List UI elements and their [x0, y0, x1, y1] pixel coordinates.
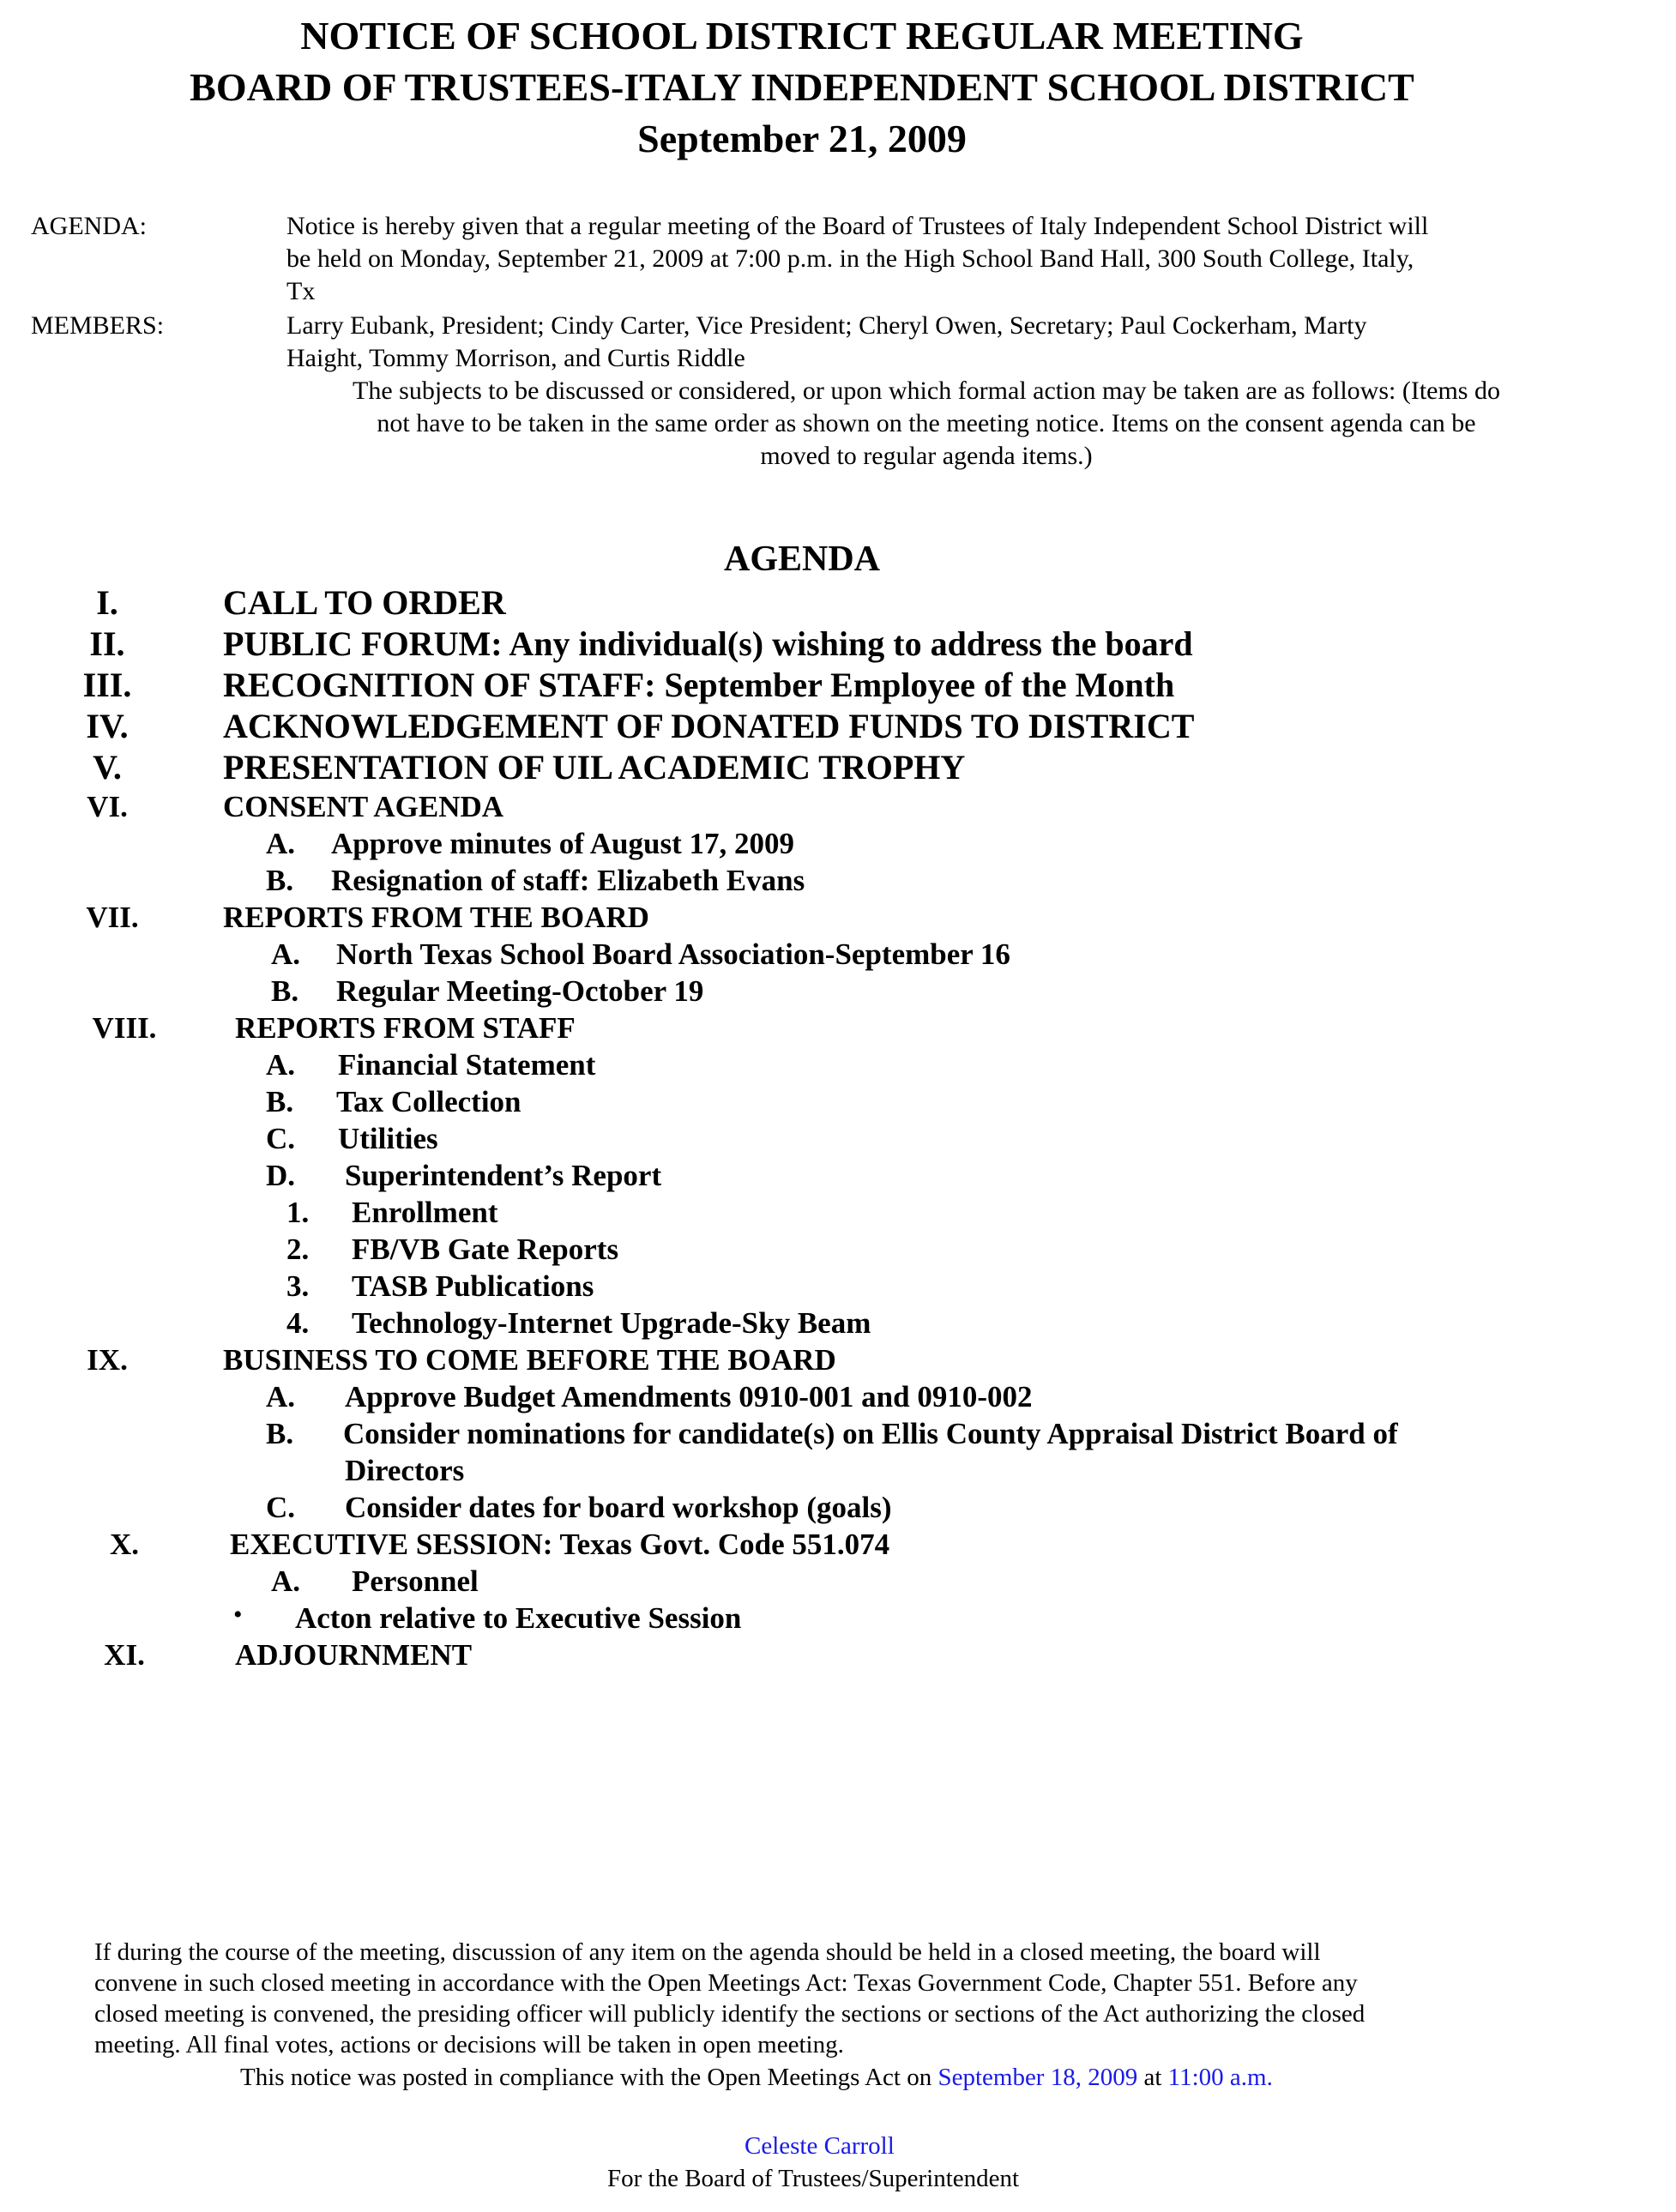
sub-item-letter: B. — [266, 864, 294, 897]
item-number: II. — [89, 624, 125, 663]
item-number: V. — [93, 748, 122, 787]
agenda-item: ACKNOWLEDGEMENT OF DONATED FUNDS TO DISTRICT — [223, 707, 1195, 745]
posting-at: at — [1137, 2064, 1168, 2091]
agenda-item: REPORTS FROM THE BOARD — [223, 901, 649, 934]
item-number: VI. — [87, 790, 128, 823]
sub-item-letter: B. — [266, 1417, 294, 1450]
sub-item: Approve Budget Amendments 0910-001 and 0910-002 — [345, 1380, 1033, 1413]
sub-item: Utilities — [338, 1122, 438, 1155]
sub-item-letter: A. — [271, 937, 301, 971]
numbered-item: Enrollment — [352, 1196, 498, 1229]
members-label: MEMBERS: — [31, 311, 165, 340]
item-number: IX. — [87, 1343, 128, 1377]
agenda-heading: AGENDA — [723, 539, 880, 579]
agenda-item: EXECUTIVE SESSION: Texas Govt. Code 551.074 — [230, 1528, 890, 1561]
sub-item: Consider nominations for candidate(s) on Ellis County Appraisal District Board of — [343, 1417, 1398, 1450]
numbered-item: FB/VB Gate Reports — [352, 1233, 619, 1266]
sub-item: Personnel — [352, 1564, 479, 1598]
agenda-item: ADJOURNMENT — [235, 1638, 473, 1672]
sub-item: Superintendent’s Report — [345, 1159, 662, 1192]
sub-item-continuation: Directors — [345, 1454, 465, 1487]
item-number: III. — [82, 666, 132, 704]
sub-item-letter: A. — [266, 827, 296, 860]
agenda-item: PUBLIC FORUM: Any individual(s) wishing to address the board — [223, 624, 1193, 663]
agenda-notice-line: be held on Monday, September 21, 2009 at 7:00 p.m. in the High School Band Hall, 300 South College, Italy, — [286, 244, 1414, 273]
sub-item-letter: D. — [266, 1159, 296, 1192]
bullet-icon: • — [233, 1600, 243, 1629]
meeting-date: September 21, 2009 — [637, 117, 967, 160]
bullet-item: Acton relative to Executive Session — [295, 1601, 742, 1635]
item-number: I. — [96, 583, 118, 622]
posting-notice — [240, 2064, 1273, 2092]
posting-prefix: This notice was posted in compliance with the Open Meetings Act on — [240, 2064, 938, 2091]
agenda-item: RECOGNITION OF STAFF: September Employee of the Month — [223, 666, 1175, 704]
sub-item-letter: B. — [271, 974, 299, 1008]
sub-item: Resignation of staff: Elizabeth Evans — [331, 864, 805, 897]
numbered-item: TASB Publications — [352, 1269, 594, 1303]
agenda-item: BUSINESS TO COME BEFORE THE BOARD — [223, 1343, 836, 1377]
members-line: Larry Eubank, President; Cindy Carter, Vice President; Cheryl Owen, Secretary; Paul Cockerham, Marty — [286, 311, 1367, 340]
board-title: BOARD OF TRUSTEES-ITALY INDEPENDENT SCHOOL DISTRICT — [190, 65, 1414, 109]
item-number: VIII. — [92, 1011, 157, 1045]
numbered-item-number: 2. — [286, 1233, 310, 1266]
subjects-line: not have to be taken in the same order as shown on the meeting notice. Items on the consent agenda can be — [377, 409, 1476, 437]
agenda-item: PRESENTATION OF UIL ACADEMIC TROPHY — [223, 748, 966, 787]
item-number: VII. — [86, 901, 139, 934]
sub-item-letter: C. — [266, 1491, 296, 1524]
numbered-item-number: 3. — [286, 1269, 310, 1303]
sub-item-letter: A. — [266, 1380, 296, 1413]
sub-item: Consider dates for board workshop (goals) — [345, 1491, 892, 1524]
agenda-item: REPORTS FROM STAFF — [235, 1011, 576, 1045]
posting-time: 11:00 a.m. — [1167, 2064, 1273, 2091]
sub-item: Regular Meeting-October 19 — [336, 974, 704, 1008]
subjects-line: The subjects to be discussed or considered, or upon which formal action may be taken are as follows: (Items do — [353, 377, 1500, 405]
sub-item-letter: A. — [266, 1048, 296, 1082]
members-line: Haight, Tommy Morrison, and Curtis Riddle — [286, 344, 745, 372]
agenda-item: CALL TO ORDER — [223, 583, 506, 622]
closed-meeting-line: convene in such closed meeting in accordance with the Open Meetings Act: Texas Government Code, Chapter 551. Before any — [94, 1969, 1358, 1997]
sub-item: Financial Statement — [338, 1048, 596, 1082]
signer-title: For the Board of Trustees/Superintendent — [607, 2165, 1020, 2192]
sub-item: Tax Collection — [336, 1085, 521, 1118]
numbered-item-number: 4. — [286, 1306, 310, 1340]
sub-item-letter: B. — [266, 1085, 294, 1118]
sub-item: North Texas School Board Association-September 16 — [336, 937, 1010, 971]
sub-item: Approve minutes of August 17, 2009 — [331, 827, 794, 860]
sub-item-letter: A. — [271, 1564, 301, 1598]
notice-title: NOTICE OF SCHOOL DISTRICT REGULAR MEETING — [300, 14, 1304, 57]
agenda-notice-line: Tx — [286, 277, 316, 305]
item-number: X. — [109, 1528, 140, 1561]
item-number: XI. — [104, 1638, 145, 1672]
sub-item-letter: C. — [266, 1122, 296, 1155]
closed-meeting-line: If during the course of the meeting, discussion of any item on the agenda should be held in a closed meeting, the board will — [94, 1938, 1321, 1966]
closed-meeting-line: closed meeting is convened, the presiding officer will publicly identify the sections or sections of the Act authorizing the closed — [94, 2000, 1366, 2028]
agenda-label: AGENDA: — [31, 212, 147, 240]
item-number: IV. — [86, 707, 129, 745]
signer-name: Celeste Carroll — [745, 2132, 895, 2160]
numbered-item-number: 1. — [286, 1196, 310, 1229]
posting-date: September 18, 2009 — [937, 2064, 1138, 2091]
numbered-item: Technology-Internet Upgrade-Sky Beam — [352, 1306, 871, 1340]
agenda-notice-line: Notice is hereby given that a regular meeting of the Board of Trustees of Italy Independent School District will — [286, 212, 1429, 240]
closed-meeting-line: meeting. All final votes, actions or decisions will be taken in open meeting. — [94, 2031, 844, 2058]
agenda-item: CONSENT AGENDA — [223, 790, 504, 823]
subjects-line: moved to regular agenda items.) — [760, 442, 1093, 470]
